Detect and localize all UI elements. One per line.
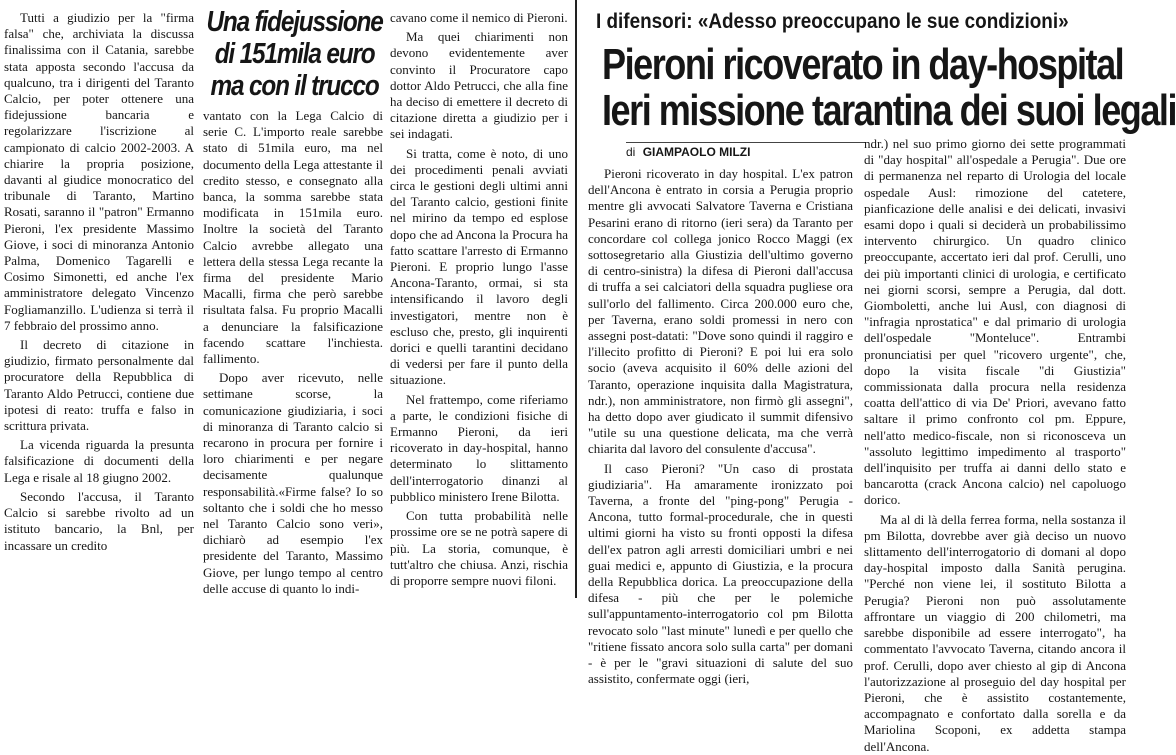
right-article-kicker: I difensori: «Adesso preoccupano le sue condizioni» — [596, 10, 1069, 33]
paragraph: Pieroni ricoverato in day hospital. L'ex patron dell'Ancona è entrato in corsia a Perugia proprio mentre gli avvocati Salvatore Taverna e Cristiana Pesarini erano di ritorno (ieri sera) da Taranto per concordare col collega jonico Rocco Maggi (ex sottosegretario alla Giustizia dell'ultimo governo di centro-sinistra) la difesa di Pieroni dall'accusa di truffa a sei calciatori della squadra pugliese ora sull'orlo del fallimento. Circa 200.000 euro che, per Taverna, erano soldi promessi in nero con assegni post-datati: "Dove sono quindi il raggiro e l'illecito profitto di Pieroni? E poi lui era solo socio (aveva acquisito il 60% delle azioni del Taranto, operazione inquisita dalla Magistratura, ndr.), non amministratore, non firmò gli assegni", ha detto dopo aver giudicato il summit difensivo "utile su una questione delicata, ma che verrà chiarita dal lavoro del consulente d'accusa". — [588, 166, 853, 457]
left-article-headline: Una fidejussione di 151mila euro ma con il trucco — [206, 6, 383, 102]
paragraph: cavano come il nemico di Pieroni. — [390, 10, 568, 25]
paragraph: Nel frattempo, come riferiamo a parte, le condizioni fisiche di Ermanno Pieroni, da ieri ricoverato in day-hospital, hanno determinato lo slittamento dell'interrogatorio dinanzi al pubblico ministero Irene Bilotta. — [390, 391, 568, 504]
paragraph: vantato con la Lega Calcio di serie C. L'importo reale sarebbe stato di 51mila euro, ma nel documento della Lega attestante il credito stesso, e consegnato alla banca, la somma sarebbe stata modificata in 151mila euro. Inoltre la società del Taranto Calcio avrebbe allegato una lettera della stessa Lega recante la firma del presidente Mario Macalli, firma che però sarebbe risultata falsa. Fu proprio Macalli a denunciare la falsificazione facendo scattare l'inchiesta. fallimento. — [203, 108, 383, 367]
byline — [626, 142, 866, 159]
right-article-column-1 — [588, 166, 853, 687]
paragraph: La vicenda riguarda la presunta falsificazione di documenti della Lega e risale al 18 giugno 2002. — [4, 437, 194, 485]
left-article-column-2 — [203, 108, 383, 596]
paragraph: Secondo l'accusa, il Taranto Calcio si sarebbe rivolto ad un istituto bancario, la Bnl, per incassare un credito — [4, 488, 194, 553]
paragraph: Il caso Pieroni? "Un caso di prostata giudiziaria". Ha amaramente ironizzato poi Taverna, a fronte del "ping-pong" Perugia -Ancona, tutto formal-procedurale, che in questi ultimi giorni ha visto su fronti opposti la difesa dell'ex patron agli arresti domiciliari umbri e nei guai medici e, appunto di Giustizia, e la procura della Repubblica dorica. La preoccupazione della difesa - più che per le polemiche sull'appuntamento-interrogatorio col pm Bilotta revocato solo "last minute" lunedì e per quello che "ritiene fissato ancora solo sulla carta" per domani - è per le "gravi situazioni di salute del suo assistito, confermate oggi (ieri, — [588, 460, 853, 687]
headline-line-2: Ieri missione tarantina dei suoi legali — [602, 86, 1176, 135]
paragraph: Dopo aver ricevuto, nelle settimane scorse, la comunicazione giudiziaria, i soci di minoranza di Taranto calcio si recarono in procura per fornire i loro chiarimenti e per negare decisamente qualunque responsabilità.«Firme false? Io so soltanto che i soldi che ho messo nel Taranto Calcio sono veri», dichiarò ad esempio l'ex presidente del Taranto, Massimo Giove, per lungo tempo al centro delle accuse di quanto lo indi- — [203, 370, 383, 596]
paragraph: Il decreto di citazione in giudizio, firmato personalmente dal procuratore della Repubblica di Taranto Aldo Petrucci, contiene due ipotesi di reato: truffa e falso in scrittura privata. — [4, 337, 194, 434]
right-article-headline — [602, 40, 1176, 135]
right-article-column-2 — [864, 136, 1126, 754]
byline-author: GIAMPAOLO MILZI — [642, 145, 751, 159]
paragraph: ndr.) nel suo primo giorno dei sette programmati di "day hospital" all'ospedale a Perugia". Due ore di permanenza nel reparto di Urologia del locale ospedale Ausl: rimozione del catetere, pianficazione delle analisi e dei delicati, invasivi esami dopo i quali si deciderà un probabilissimo intervento chirurgico. Un quadro clinico preoccupante, accertato ieri dal prof. Cerulli, uno dei più importanti clinici di urologia, e certificato nei giorni scorsi, sempre a Perugia, dal dott. Giomboletti, anche lui Ausl, con diagnosi di "infragia nprostatica" e dal primario di urologia dell'ospedale "Monteluce". Entrambi pronunciatisi per quel "ricovero urgente", che, dopo la visita fiscale "di Giustizia" commissionata dalla procura nella residenza coatta dell'attico di via De' Priori, avevano fatto saltare il primo confronto col pm. Eppure, nell'atto medico-fiscale, non si riconosceva un "assoluto legittimo impedimento al trasporto" dell'inquisito per truffa ai danni dello stato e bancarotta (crack Ancona calcio) nel capoluogo dorico. — [864, 136, 1126, 508]
left-article-column-3 — [390, 10, 568, 592]
paragraph: Con tutta probabilità nelle prossime ore se ne potrà sapere di più. La storia, comunque, è tutt'altro che chiusa. Anzi, rischia di proporre sempre nuovi filoni. — [390, 508, 568, 588]
paragraph: Ma al di là della ferrea forma, nella sostanza il pm Bilotta, dovrebbe aver già deciso un nuovo slittamento dell'interrogatorio di domani al dopo day-hospital imposto dalla Sanità perugina. "Perché non viene lei, il sostituto Bilotta a Perugia? Pieroni non può assolutamente affrontare un viaggio di 200 chilometri, ma sarebbe disponibile ad essere interrogato", ha commentato l'avvocato Taverna, citando ancora il prof. Cerulli, dopo aver chiesto al gip di Ancona l'autorizzazione al proseguio del day hospital per Pieroni, che è assistito costantemente, accompagnato e confortato dalla sorella e da Mariolina Scoponi, ex addetta stampa dell'Ancona. — [864, 511, 1126, 754]
paragraph: Tutti a giudizio per la "firma falsa" che, archiviata la discussa finalissima con il Catania, sarebbe stata apposta secondo l'accusa da qualcuno, tra i dirigenti del Taranto Calcio, per poter ottenere una fidejussione bancaria e regolarizzare l'iscrizione al campionato di calcio 2002-2003. A chiarire la propria posizione, davanti al giudice monocratico del tribunale di Taranto, Martino Rosati, saranno il "patron" Ermanno Pieroni, l'ex presidente Massimo Giove, i soci di minoranza Antonio Palma, Domenico Tagarelli e Cosimo Simonetti, ed anche l'ex amministratore delegato Vincenzo Fogliamanzillo. L'udienza si terrà il 7 febbraio del prossimo anno. — [4, 10, 194, 333]
left-article-column-1 — [4, 10, 194, 557]
byline-prefix: di — [626, 145, 636, 159]
paragraph: Ma quei chiarimenti non devono evidentemente aver convinto il Procuratore capo dottor Aldo Petrucci, che alla fine ha deciso di emettere il decreto di citazione diretta a giudizio per i sei indagati. — [390, 29, 568, 142]
headline-line-1: Pieroni ricoverato in day-hospital — [602, 40, 1124, 89]
paragraph: Si tratta, come è noto, di uno dei procedimenti penali avviati circa le gestioni degli ultimi anni del Taranto calcio, gestioni finite nel mirino da tempo ed esplose dopo che ad Ancona la Procura ha fatto scattare l'arresto di Ermanno Pieroni. E proprio lungo l'asse Ancona-Taranto, ormai, si sta intensificando il lavoro degli investigatori, mentre non è escluso che, presto, gli inquirenti dorici e quelli tarantini decidano di vedersi per fare il punto della situazione. — [390, 145, 568, 388]
column-divider — [575, 0, 577, 598]
